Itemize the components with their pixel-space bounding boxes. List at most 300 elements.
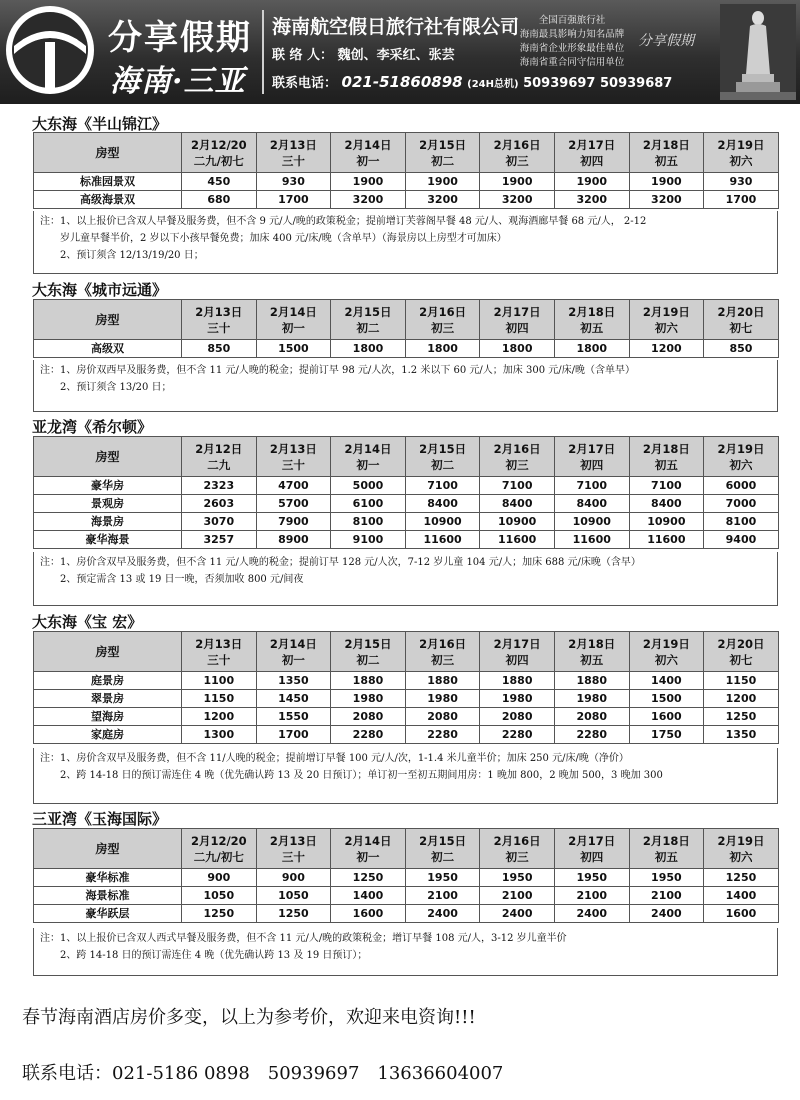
price-cell: 450	[182, 173, 257, 191]
price-cell: 6100	[331, 495, 406, 513]
price-cell: 8100	[331, 513, 406, 531]
date-header	[182, 437, 257, 477]
price-cell: 1350	[704, 726, 779, 744]
price-cell: 1150	[704, 672, 779, 690]
price-cell: 1800	[331, 340, 406, 358]
date-label: 2月18日	[568, 304, 616, 319]
notes-box	[33, 552, 778, 606]
date-label: 2月19日	[717, 833, 765, 848]
price-cell: 1950	[554, 869, 629, 887]
price-cell: 1980	[554, 690, 629, 708]
lunar-label: 初一	[356, 153, 380, 168]
price-cell: 1250	[256, 905, 331, 923]
price-cell: 8400	[480, 495, 555, 513]
date-header	[629, 437, 704, 477]
price-cell: 10900	[554, 513, 629, 531]
date-header	[554, 133, 629, 173]
price-cell: 1750	[629, 726, 704, 744]
hotel-title: 亚龙湾《希尔顿》	[32, 418, 153, 436]
date-label: 2月16日	[493, 137, 541, 152]
price-cell: 1980	[405, 690, 480, 708]
price-cell: 7000	[704, 495, 779, 513]
lunar-label: 初七	[729, 320, 753, 335]
hna-holiday-logo-icon	[4, 4, 96, 96]
price-cell: 11600	[405, 531, 480, 549]
date-header	[480, 632, 555, 672]
date-label: 2月17日	[493, 304, 541, 319]
price-cell: 1880	[480, 672, 555, 690]
date-header	[331, 300, 406, 340]
price-cell: 1250	[704, 708, 779, 726]
date-header	[182, 829, 257, 869]
phone-main: 021-51860898	[341, 73, 463, 91]
lunar-label: 初三	[431, 652, 455, 667]
price-cell: 1600	[331, 905, 406, 923]
table-row	[34, 495, 779, 513]
price-cell: 1200	[629, 340, 704, 358]
price-cell: 4700	[256, 477, 331, 495]
price-cell: 11600	[480, 531, 555, 549]
phone-label: 联系电话：	[272, 76, 338, 91]
price-cell: 2400	[554, 905, 629, 923]
note-line: 岁儿童早餐半价，2 岁以下小孩早餐免费；加床 400 元/床/晚（含单早）（海景房以上房型才可加床）	[60, 233, 507, 244]
note-line: 注：1、房价双西早及服务费，但不含 11 元/人晚的税金；提前订早 98 元/人次，1.2 米以下 60 元/人；加床 300 元/床/晚（含单早）	[40, 365, 635, 376]
honor-item: 海南最具影响力知名品牌	[519, 29, 625, 40]
price-cell: 2080	[331, 708, 406, 726]
date-label: 2月15日	[344, 304, 392, 319]
rate-table	[33, 631, 779, 744]
lunar-label: 二九	[207, 457, 231, 472]
price-cell: 1900	[331, 173, 406, 191]
room-type: 标准园景双	[34, 173, 182, 191]
brand-title: 分享假期	[108, 18, 252, 58]
date-header	[405, 437, 480, 477]
price-cell: 1800	[480, 340, 555, 358]
price-cell: 8900	[256, 531, 331, 549]
guanyin-statue-icon	[720, 4, 796, 100]
price-cell: 1250	[182, 905, 257, 923]
notes-box	[33, 928, 778, 976]
price-cell: 3200	[480, 191, 555, 209]
date-header	[256, 632, 331, 672]
room-type: 高级海景双	[34, 191, 182, 209]
lunar-label: 初五	[654, 457, 678, 472]
price-cell: 11600	[629, 531, 704, 549]
lunar-label: 初六	[729, 153, 753, 168]
price-cell: 1880	[331, 672, 406, 690]
table-row	[34, 173, 779, 191]
date-header	[256, 300, 331, 340]
date-label: 2月13日	[195, 304, 243, 319]
rate-table	[33, 828, 779, 923]
contact-line	[272, 44, 455, 63]
lunar-label: 初六	[729, 849, 753, 864]
footer-phones	[22, 1059, 521, 1085]
table-row	[34, 905, 779, 923]
date-header	[704, 437, 779, 477]
date-label: 2月15日	[419, 833, 467, 848]
lunar-label: 初一	[281, 652, 305, 667]
date-header	[554, 437, 629, 477]
price-cell: 2280	[554, 726, 629, 744]
hotel-title: 三亚湾《玉海国际》	[32, 810, 168, 828]
note-line: 2、预订须含 12/13/19/20 日；	[60, 250, 204, 261]
lunar-label: 三十	[281, 849, 305, 864]
date-header	[480, 437, 555, 477]
table-row	[34, 869, 779, 887]
lunar-label: 初一	[356, 457, 380, 472]
price-cell: 680	[182, 191, 257, 209]
price-cell: 1400	[704, 887, 779, 905]
price-cell: 1900	[405, 173, 480, 191]
price-cell: 1700	[704, 191, 779, 209]
honor-item: 海南省企业形象最佳单位	[519, 43, 625, 54]
date-label: 2月18日	[642, 833, 690, 848]
price-cell: 1600	[629, 708, 704, 726]
price-cell: 10900	[405, 513, 480, 531]
table-header-row	[34, 829, 779, 869]
price-cell: 1500	[256, 340, 331, 358]
date-header	[331, 437, 406, 477]
price-cell: 1550	[256, 708, 331, 726]
lunar-label: 初二	[356, 320, 380, 335]
room-type: 豪华海景	[34, 531, 182, 549]
lunar-label: 三十	[281, 457, 305, 472]
price-cell: 1450	[256, 690, 331, 708]
room-type: 豪华标准	[34, 869, 182, 887]
lunar-label: 初六	[729, 457, 753, 472]
date-label: 2月15日	[419, 137, 467, 152]
room-type-header: 房型	[34, 300, 182, 340]
room-type: 家庭房	[34, 726, 182, 744]
date-label: 2月20日	[717, 636, 765, 651]
date-header	[256, 437, 331, 477]
room-type: 望海房	[34, 708, 182, 726]
lunar-label: 初二	[356, 652, 380, 667]
price-cell: 1400	[331, 887, 406, 905]
date-label: 2月19日	[642, 304, 690, 319]
date-header	[554, 300, 629, 340]
contact-names: 魏创、李采红、张芸	[337, 48, 455, 63]
date-header	[331, 829, 406, 869]
lunar-label: 初二	[431, 849, 455, 864]
price-cell: 1880	[405, 672, 480, 690]
room-type: 庭景房	[34, 672, 182, 690]
date-label: 2月14日	[344, 441, 392, 456]
note-line: 2、跨 14-18 日的预订需连住 4 晚（优先确认跨 13 及 19 日预订）；	[60, 950, 368, 961]
date-label: 2月12/20	[190, 137, 247, 152]
price-cell: 2323	[182, 477, 257, 495]
price-cell: 1980	[480, 690, 555, 708]
price-cell: 900	[182, 869, 257, 887]
price-cell: 7100	[405, 477, 480, 495]
date-label: 2月16日	[493, 441, 541, 456]
date-header	[704, 300, 779, 340]
lunar-label: 三十	[207, 652, 231, 667]
phone-number: 50939697	[267, 1063, 360, 1084]
rate-table	[33, 132, 779, 209]
price-cell: 11600	[554, 531, 629, 549]
price-cell: 1950	[480, 869, 555, 887]
date-header	[704, 632, 779, 672]
price-cell: 1800	[554, 340, 629, 358]
price-cell: 930	[256, 173, 331, 191]
table-header-row	[34, 632, 779, 672]
note-line: 2、预订须含 13/20 日；	[60, 382, 172, 393]
price-cell: 2280	[405, 726, 480, 744]
room-type: 海景标准	[34, 887, 182, 905]
phone-main-note: (24H总机)	[467, 79, 519, 90]
date-label: 2月13日	[269, 137, 317, 152]
brand-subtitle: 海南·三亚	[110, 64, 246, 99]
date-label: 2月12/20	[190, 833, 247, 848]
price-cell: 2080	[480, 708, 555, 726]
lunar-label: 初五	[580, 320, 604, 335]
lunar-label: 初三	[431, 320, 455, 335]
price-cell: 2100	[405, 887, 480, 905]
price-cell: 5000	[331, 477, 406, 495]
price-cell: 1880	[554, 672, 629, 690]
date-header	[182, 300, 257, 340]
rate-table	[33, 299, 779, 358]
lunar-label: 初四	[580, 849, 604, 864]
price-cell: 1200	[704, 690, 779, 708]
hotel-title: 大东海《城市远通》	[32, 281, 168, 299]
notes-box	[33, 748, 778, 804]
lunar-label: 初四	[505, 320, 529, 335]
phone-number: 13636604007	[377, 1063, 504, 1084]
date-label: 2月16日	[493, 833, 541, 848]
phone-extra: 50939697 50939687	[523, 76, 673, 91]
price-cell: 2080	[554, 708, 629, 726]
date-label: 2月17日	[568, 137, 616, 152]
price-cell: 1950	[405, 869, 480, 887]
date-label: 2月14日	[344, 833, 392, 848]
note-line: 注：1、以上报价已含双人早餐及服务费，但不含 9 元/人/晚的政策税金；提前增订芙蓉阁早餐 48 元/人、观海酒廊早餐 68 元/人， 2-12	[40, 216, 647, 227]
price-cell: 1700	[256, 191, 331, 209]
price-cell: 1050	[182, 887, 257, 905]
lunar-label: 初三	[505, 153, 529, 168]
date-header	[405, 829, 480, 869]
price-notice: 春节海南酒店房价多变，以上为参考价，欢迎来电资询!!!	[22, 1007, 476, 1028]
date-label: 2月18日	[568, 636, 616, 651]
price-cell: 3200	[629, 191, 704, 209]
lunar-label: 初五	[654, 849, 678, 864]
price-cell: 1700	[256, 726, 331, 744]
date-header	[256, 133, 331, 173]
lunar-label: 三十	[281, 153, 305, 168]
date-header	[704, 133, 779, 173]
honor-item: 海南省重合同守信用单位	[519, 57, 625, 68]
date-header	[182, 632, 257, 672]
room-type: 豪华房	[34, 477, 182, 495]
note-line: 注：1、以上报价已含双人西式早餐及服务费，但不含 11 元/人/晚的政策税金；增订早餐 108 元/人，3-12 岁儿童半价	[40, 933, 567, 944]
header-divider	[262, 10, 264, 94]
price-cell: 1100	[182, 672, 257, 690]
price-cell: 1350	[256, 672, 331, 690]
note-line: 2、预定需含 13 或 19 日一晚，否须加收 800 元/间夜	[60, 574, 304, 585]
date-label: 2月17日	[493, 636, 541, 651]
side-logo: 分享假期	[638, 33, 694, 49]
price-cell: 7100	[554, 477, 629, 495]
price-cell: 2400	[629, 905, 704, 923]
date-header	[331, 133, 406, 173]
date-header	[405, 133, 480, 173]
price-cell: 10900	[480, 513, 555, 531]
date-label: 2月14日	[344, 137, 392, 152]
note-line: 注：1、房价含双早及服务费，但不含 11 元/人晚的税金；提前订早 128 元/人次，7-12 岁儿童 104 元/人；加床 688 元/床晚（含早）	[40, 557, 641, 568]
room-type: 高级双	[34, 340, 182, 358]
date-label: 2月19日	[642, 636, 690, 651]
price-cell: 2100	[480, 887, 555, 905]
price-cell: 1250	[331, 869, 406, 887]
price-cell: 1050	[256, 887, 331, 905]
hotel-title: 大东海《半山锦江》	[32, 115, 168, 133]
lunar-label: 初四	[505, 652, 529, 667]
table-header-row	[34, 300, 779, 340]
lunar-label: 初六	[654, 320, 678, 335]
price-cell: 8100	[704, 513, 779, 531]
price-cell: 1150	[182, 690, 257, 708]
price-cell: 5700	[256, 495, 331, 513]
price-cell: 1300	[182, 726, 257, 744]
lunar-label: 初一	[281, 320, 305, 335]
date-label: 2月14日	[269, 636, 317, 651]
table-header-row	[34, 437, 779, 477]
date-header	[480, 300, 555, 340]
price-cell: 1250	[704, 869, 779, 887]
contact-label: 联 络 人：	[272, 48, 334, 63]
price-cell: 1800	[405, 340, 480, 358]
price-cell: 7100	[629, 477, 704, 495]
price-cell: 900	[256, 869, 331, 887]
notes-box	[33, 211, 778, 274]
header-banner	[0, 0, 800, 104]
date-header	[629, 632, 704, 672]
date-label: 2月17日	[568, 833, 616, 848]
price-cell: 9100	[331, 531, 406, 549]
date-header	[554, 829, 629, 869]
price-cell: 1400	[629, 672, 704, 690]
table-row	[34, 690, 779, 708]
price-cell: 2080	[405, 708, 480, 726]
table-row	[34, 726, 779, 744]
room-type: 翠景房	[34, 690, 182, 708]
room-type: 海景房	[34, 513, 182, 531]
date-label: 2月20日	[717, 304, 765, 319]
date-header	[480, 133, 555, 173]
lunar-label: 初二	[431, 457, 455, 472]
price-cell: 2280	[331, 726, 406, 744]
room-type-header: 房型	[34, 437, 182, 477]
price-cell: 1980	[331, 690, 406, 708]
room-type: 景观房	[34, 495, 182, 513]
lunar-label: 初三	[505, 849, 529, 864]
date-header	[629, 133, 704, 173]
price-cell: 1900	[629, 173, 704, 191]
hotel-title: 大东海《宝 宏》	[32, 613, 143, 631]
table-row	[34, 191, 779, 209]
lunar-label: 初三	[505, 457, 529, 472]
lunar-label: 二九/初七	[193, 153, 244, 168]
date-label: 2月17日	[568, 441, 616, 456]
room-type: 豪华跃层	[34, 905, 182, 923]
phone-line	[272, 72, 672, 91]
price-cell: 6000	[704, 477, 779, 495]
price-cell: 10900	[629, 513, 704, 531]
lunar-label: 初六	[654, 652, 678, 667]
date-label: 2月16日	[419, 636, 467, 651]
lunar-label: 初四	[580, 153, 604, 168]
date-header	[629, 300, 704, 340]
date-label: 2月19日	[717, 137, 765, 152]
price-cell: 2603	[182, 495, 257, 513]
date-label: 2月14日	[269, 304, 317, 319]
price-cell: 3257	[182, 531, 257, 549]
date-label: 2月13日	[269, 833, 317, 848]
honor-item: 全国百强旅行社	[538, 15, 606, 26]
date-label: 2月19日	[717, 441, 765, 456]
price-cell: 8400	[405, 495, 480, 513]
price-cell: 8400	[554, 495, 629, 513]
lunar-label: 初一	[356, 849, 380, 864]
date-label: 2月15日	[419, 441, 467, 456]
table-row	[34, 708, 779, 726]
table-row	[34, 531, 779, 549]
room-type-header: 房型	[34, 829, 182, 869]
date-label: 2月13日	[269, 441, 317, 456]
table-row	[34, 340, 779, 358]
room-type-header: 房型	[34, 133, 182, 173]
lunar-label: 初七	[729, 652, 753, 667]
table-row	[34, 672, 779, 690]
price-cell: 9400	[704, 531, 779, 549]
date-header	[629, 829, 704, 869]
price-cell: 2400	[480, 905, 555, 923]
lunar-label: 初四	[580, 457, 604, 472]
price-cell: 7100	[480, 477, 555, 495]
price-cell: 2280	[480, 726, 555, 744]
company-name: 海南航空假日旅行社有限公司	[272, 16, 520, 38]
lunar-label: 三十	[207, 320, 231, 335]
date-header	[182, 133, 257, 173]
notes-box	[33, 360, 778, 412]
price-cell: 2400	[405, 905, 480, 923]
date-label: 2月15日	[344, 636, 392, 651]
price-cell: 1900	[554, 173, 629, 191]
date-header	[405, 632, 480, 672]
table-row	[34, 477, 779, 495]
price-cell: 3200	[331, 191, 406, 209]
price-cell: 3200	[554, 191, 629, 209]
price-cell: 850	[182, 340, 257, 358]
price-cell: 1900	[480, 173, 555, 191]
price-cell: 1600	[704, 905, 779, 923]
phone-number: 021-5186 0898	[112, 1063, 250, 1084]
date-header	[331, 632, 406, 672]
phone-label: 联系电话：	[22, 1063, 112, 1084]
table-header-row	[34, 133, 779, 173]
table-row	[34, 513, 779, 531]
note-line: 注：1、房价含双早及服务费，但不含 11/人晚的税金；提前增订早餐 100 元/人/次，1-1.4 米儿童半价；加床 250 元/床/晚（净价）	[40, 753, 629, 764]
lunar-label: 初五	[654, 153, 678, 168]
price-cell: 1950	[629, 869, 704, 887]
date-label: 2月18日	[642, 137, 690, 152]
date-header	[704, 829, 779, 869]
date-header	[554, 632, 629, 672]
rate-table	[33, 436, 779, 549]
company-honors	[513, 14, 631, 70]
